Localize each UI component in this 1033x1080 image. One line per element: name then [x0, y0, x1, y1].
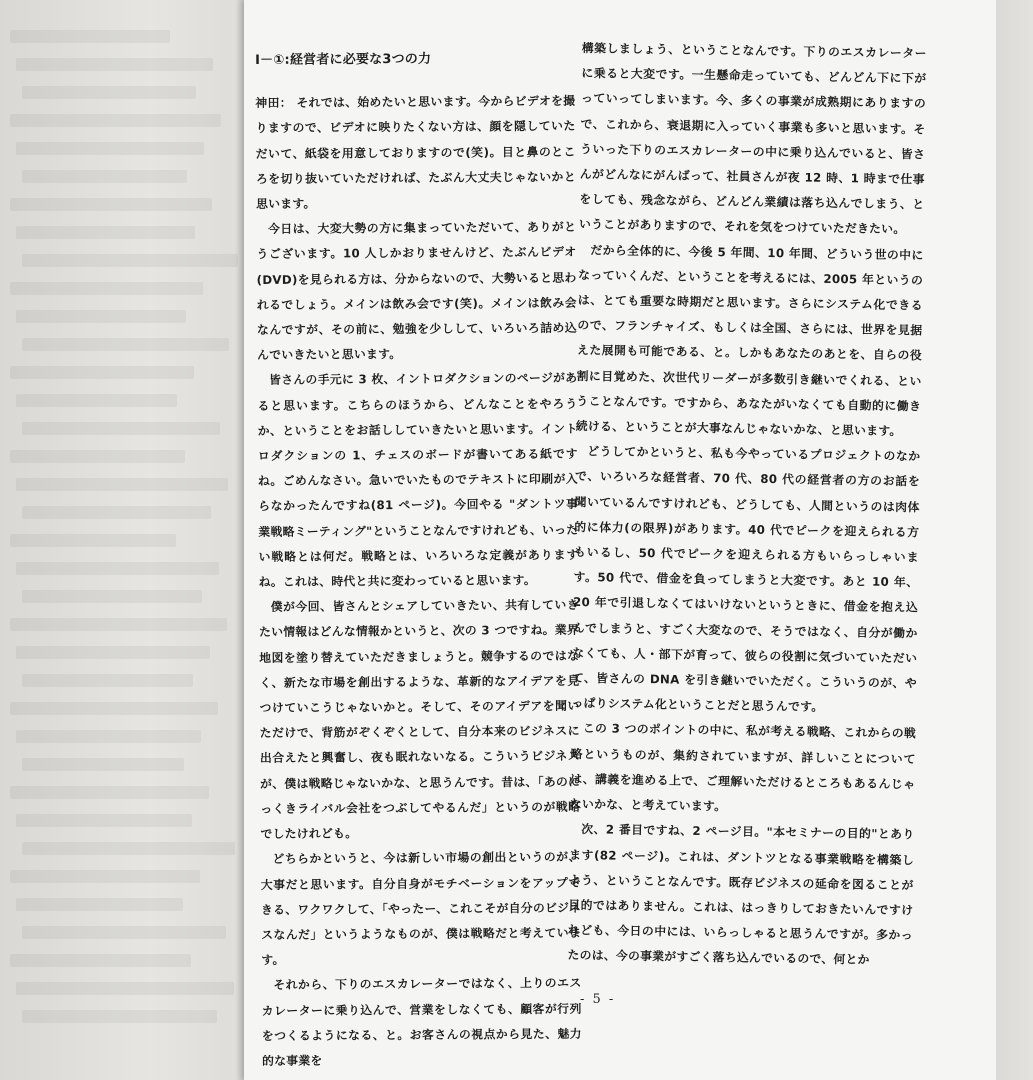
paragraph: どちらかというと、今は新しい市場の創出というのが、大事だと思います。自分自身がモチベーションをアップできる、ワクワクして、「やったー、これこそが自分のビジネスなんだ」というようなものが、僕は戦略だと考えています。 — [260, 850, 582, 968]
paragraph: 次、2 番目ですね、2 ページ目。"本セミナーの目的"とあります(82 ページ)。これは、ダントツとなる事業戦略を構築しよう、ということなんです。既存ビジネスの延命を図ることが目的ではありません。これは、はっきりしておきたいんですけれども、今日の中には、いらっしゃると思うんですが。多かったのは、今の事業がすごく落ち込んでいるので、何とか — [567, 822, 915, 967]
background-strip — [996, 0, 1033, 1080]
ghost-text-line — [22, 170, 187, 183]
ghost-text-line — [22, 674, 193, 687]
ghost-text-line — [22, 1010, 217, 1023]
ghost-text-line — [22, 338, 229, 351]
paragraph: この 3 つのポイントの中に、私が考える戦略、これからの戦略というものが、集約されていますが、詳しいことについては、講義を進める上で、ご理解いただけるところもあるんじゃないかな、と考えています。 — [569, 721, 917, 814]
ghost-text-line — [16, 562, 219, 575]
ghost-text-line — [22, 590, 202, 603]
ghost-text-line — [10, 870, 200, 883]
paragraph: 皆さんの手元に 3 枚、イントロダクションのページがあると思います。こちらのほうから、どんなことをやろうか、ということをお話ししていきたいと思います。イントロダクションの 1、チェスのボードが書いてある紙ですね。ごめんなさい。急いでいたものでテキストに印刷が入らなかったんですね(81 ページ)。今回やる "ダントツ事業戦略ミーティング"ということなんですけれども、いったい戦略とは何だ。戦略とは、いろいろな定義がありますね。これは、時代と共に変わっていると思います。 — [257, 371, 579, 590]
ghost-text-line — [10, 282, 203, 295]
ghost-text-line — [10, 198, 212, 211]
right-column — [567, 36, 927, 974]
ghost-text-line — [10, 114, 221, 127]
ghost-text-line — [16, 982, 234, 995]
ghost-text-line — [10, 786, 209, 799]
paragraph: 構築しましょう、ということなんです。下りのエスカレーターに乗ると大変です。一生懸命走っていても、どんどん下に下がっていってしまいます。今、多くの事業が成熟期にありますので、これから、衰退期に入っていく事業も多いと思います。そういった下りのエスカレーターの中に乗り込んでいると、皆さんがどんなにがんばって、社員さんが夜 12 時、1 時まで仕事をしても、残念ながら、どんどん業績は落ち込んでしまう、ということがありますので、それを気をつけていただきたい。 — [578, 40, 927, 237]
ghost-text-line — [10, 618, 227, 631]
ghost-text-line — [22, 422, 220, 435]
ghost-text-line — [16, 394, 177, 407]
ghost-text-line — [10, 702, 218, 715]
ghost-text-line — [10, 534, 176, 547]
section-heading: Ⅰ－①:経営者に必要な3つの力 — [255, 51, 432, 68]
ghost-text-line — [16, 646, 210, 659]
paragraph: それから、下りのエスカレーターではなく、上りのエスカレーターに乗り込んで、営業をしなくても、顧客が行列をつくるようになる、と。お客さんの視点から見た、魅力的な事業を — [261, 976, 582, 1068]
ghost-text-line — [22, 506, 211, 519]
page-number: - 5 - — [580, 992, 616, 1007]
ghost-text-line — [22, 254, 238, 267]
ghost-text-line — [16, 898, 183, 911]
ghost-text-line — [10, 450, 185, 463]
ghost-text-line — [16, 478, 228, 491]
ghost-text-line — [22, 86, 196, 99]
paragraph: どうしてかというと、私も今やっているプロジェクトのなかで、いろいろな経営者、70 代、80 代の経営者の方のお話を聞いているんですけれども、どうしても、人間というのは肉体的に体力(の限界)があります。40 代でピークを迎えられる方もいるし、50 代でピークを迎えられる方もいらっしゃいます。50 代で、借金を負ってしまうと大変です。あと 10 年、20 年で引退しなくてはいけないというときに、借金を抱え込んでしまうと、すごく大変なので、そうではなく、自分が働かなくても、人・部下が育って、彼らの役割に気づいていただいて、皆さんの DNA を引き継いでいただく。こういうのが、やっぱりシステム化ということだと思うんです。 — [571, 444, 921, 715]
ghost-text-line — [10, 366, 194, 379]
ghost-text-line — [16, 310, 186, 323]
ghost-text-line — [16, 142, 204, 155]
ghost-text-line — [16, 58, 213, 71]
paragraph: だから全体的に、今後 5 年間、10 年間、どういう世の中になっていくんだ、ということを考えるには、2005 年というのは、とても重要な時期だと思います。さらにシステム化できるので、フランチャイズ、もしくは全国、さらには、世界を見据えた展開も可能である、と。しかもあなたのあとを、自らの役割に目覚めた、次世代リーダーが多数引き継いでくれる、ということなんです。ですから、あなたがいなくても自動的に働き続ける、ということが大事なんじゃないかな、と思います。 — [575, 242, 924, 439]
left-column — [255, 46, 582, 1074]
ghost-text-line — [10, 954, 191, 967]
ghost-text-line — [22, 842, 235, 855]
ghost-text-line — [16, 814, 192, 827]
ghost-text-line — [16, 226, 195, 239]
ghost-text-line — [22, 926, 226, 939]
paragraph: 僕が今回、皆さんとシェアしていきたい、共有していきたい情報はどんな情報かというと、次の 3 つですね。業界地図を塗り替えていただきましょうと。競争するのではなく、新たな市場を創出するような、革新的なアイデアを見つけていこうじゃないかと。そして、そのアイデアを聞いただけで、背筋がぞくぞくとして、自分本来のビジネスに出合えたと興奮し、夜も眠れないなる。こういうビジネスが、僕は戦略じゃないかな、と思うんです。昔は、「あのにっくきライバル会社をつぶしてやるんだ」というのが戦略でしたけれども。 — [259, 598, 581, 842]
paragraph: 神田： それでは、始めたいと思います。今からビデオを撮りますので、ビデオに映りたくない方は、顔を隠していただいて、紙袋を用意しておりますので(笑)。目と鼻のところを切り抜いていただければ、たぶん大丈夫じゃないかと思います。 — [255, 93, 576, 212]
paragraph: 今日は、大変大勢の方に集まっていただいて、ありがとうございます。10 人しかおりませんけど、たぶんビデオ(DVD)を見られる方は、分からないので、大勢いると思われるでしょう。メインは飲み会です(笑)。メインは飲み会なんですが、その前に、勉強を少しして、いろいろ詰め込んでいきたいと思います。 — [256, 219, 578, 363]
ghost-text-line — [22, 758, 184, 771]
underlying-page — [0, 0, 250, 1080]
ghost-text-line — [16, 730, 201, 743]
ghost-text-line — [10, 30, 170, 43]
